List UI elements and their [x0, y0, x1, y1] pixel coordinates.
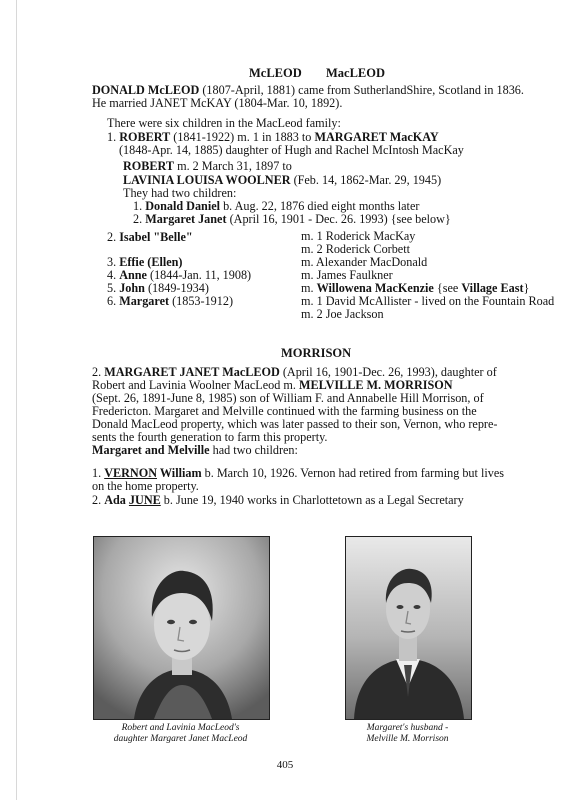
morrison-num: 2.	[92, 365, 105, 379]
marriage-effie: m. Alexander MacDonald	[301, 255, 428, 269]
morrison-line-5: Donald MacLeod property, which was later passed to their son, Vernon, who repre-	[92, 417, 498, 431]
sibling-num: 2.	[107, 230, 120, 244]
child-margaret-janet	[133, 212, 451, 226]
child-1-text: b. Aug. 22, 1876 died eight months later	[220, 199, 420, 213]
sibling-name: Isabel "Belle"	[119, 230, 193, 244]
portrait-melville-image	[346, 537, 471, 719]
morrison-line-4: Fredericton. Margaret and Melville continued with the farming business on the	[92, 404, 477, 418]
sibling-name: Effie (Ellen)	[119, 255, 183, 269]
lavinia-dates: (Feb. 14, 1862-Mar. 29, 1945)	[290, 173, 442, 187]
intro-text-2b: JANET McKAY (1804-Mar. 10, 1892).	[150, 96, 343, 110]
child-1-name: Donald Daniel	[145, 199, 221, 213]
robert-m2-text: m. 2 March 31, 1897 to	[174, 159, 292, 173]
sibling-john	[107, 281, 209, 295]
morrison-line-6: sents the fourth generation to farm this property.	[92, 430, 328, 444]
robert-marriage-2	[123, 159, 292, 173]
sibling-rest: (1844-Jan. 11, 1908)	[146, 268, 252, 282]
donald-name: DONALD McLEOD	[92, 83, 200, 97]
child-2-text: (April 16, 1901 - Dec. 26. 1993) {see below}	[226, 212, 451, 226]
sibling-isabel	[107, 230, 193, 244]
sibling-num: 5.	[107, 281, 120, 295]
intro-line-1	[92, 83, 524, 97]
melville-name: MELVILLE M. MORRISON	[298, 378, 453, 392]
sibling-margaret	[107, 294, 233, 308]
sibling-rest: (1853-1912)	[169, 294, 234, 308]
morrison-line-7	[92, 443, 298, 457]
vernon-line	[92, 466, 504, 480]
morrison-line-3: (Sept. 26, 1891-June 8, 1985) son of William F. and Annabelle Hill Morrison, of	[92, 391, 484, 405]
portrait-margaret-image	[94, 537, 269, 719]
caption-left-1: Robert and Lavinia MacLeod's	[121, 723, 240, 733]
sibling-num: 6.	[107, 294, 120, 308]
sibling-name: Anne	[119, 268, 147, 282]
child-2-num: 2.	[133, 212, 146, 226]
willowena-see: {see	[433, 281, 462, 295]
robert-spouse-1: MARGARET MacKAY	[314, 130, 439, 144]
willowena-close: }	[523, 281, 530, 295]
margaret-janet-name: MARGARET JANET MacLEOD	[104, 365, 280, 379]
willowena-name: Willowena MacKenzie	[316, 281, 434, 295]
ada-num: 2.	[92, 493, 105, 507]
margaret-melville-bold: Margaret and Melville	[92, 443, 210, 457]
june-name: JUNE	[128, 493, 161, 507]
sibling-effie	[107, 255, 182, 269]
morrison-line-1	[92, 365, 497, 379]
vernon-num: 1.	[92, 466, 105, 480]
vernon-middle: William	[157, 466, 202, 480]
caption-right-2: Melville M. Morrison	[366, 734, 449, 744]
vernon-text: b. March 10, 1926. Vernon had retired from farming but lives	[201, 466, 504, 480]
sibling-anne	[107, 268, 251, 282]
marriage-isabel-1: m. 1 Roderick MacKay	[301, 229, 416, 243]
ada-text: b. June 19, 1940 works in Charlottetown as a Legal Secretary	[160, 493, 464, 507]
morrison-text-1: (April 16, 1901-Dec. 26, 1993), daughter of	[279, 365, 497, 379]
sibling-name: John	[119, 281, 145, 295]
sibling-rest: (1849-1934)	[144, 281, 209, 295]
robert-text: (1841-1922) m. 1 in 1883 to	[170, 130, 315, 144]
header-mcleod: McLEOD	[249, 66, 302, 80]
robert-line-2: (1848-Apr. 14, 1885) daughter of Hugh and Rachel McIntosh MacKay	[119, 143, 464, 157]
page-number: 405	[276, 759, 294, 771]
willowena-prefix: m.	[301, 281, 317, 295]
lavinia-line	[123, 173, 441, 187]
child-2-name: Margaret Janet	[145, 212, 227, 226]
vernon-line-2: on the home property.	[92, 479, 199, 493]
child-donald-daniel	[133, 199, 419, 213]
robert-name-2: ROBERT	[123, 159, 175, 173]
intro-line-2	[92, 96, 342, 110]
marriage-isabel-2: m. 2 Roderick Corbett	[301, 242, 410, 256]
sibling-num: 3.	[107, 255, 120, 269]
sibling-num: 4.	[107, 268, 120, 282]
child-1-num: 1.	[133, 199, 146, 213]
marriage-margaret-1: m. 1 David McAllister - lived on the Fountain Road	[301, 294, 555, 308]
ada-line	[92, 493, 464, 507]
sibling-name: Margaret	[119, 294, 170, 308]
robert-name: ROBERT	[119, 130, 171, 144]
village-east-ref: Village East	[461, 281, 524, 295]
portrait-photo-melville	[345, 536, 472, 720]
header-macleod: MacLEOD	[326, 66, 386, 80]
morrison-text-2: Robert and Lavinia Woolner MacLeod m.	[92, 378, 299, 392]
robert-line-1	[107, 130, 439, 144]
marriage-anne: m. James Faulkner	[301, 268, 393, 282]
intro-text-2a: He married	[92, 96, 151, 110]
page-edge-line	[16, 0, 17, 800]
vernon-name: VERNON	[104, 466, 158, 480]
marriage-john	[301, 281, 529, 295]
robert-num: 1.	[107, 130, 120, 144]
marriage-margaret-2: m. 2 Joe Jackson	[301, 307, 384, 321]
portrait-photo-margaret	[93, 536, 270, 720]
morrison-text-7: had two children:	[209, 443, 298, 457]
caption-left-2: daughter Margaret Janet MacLeod	[113, 734, 248, 744]
children-intro: There were six children in the MacLeod family:	[107, 116, 341, 130]
caption-right-1: Margaret's husband -	[366, 723, 449, 733]
morrison-heading: MORRISON	[281, 346, 352, 360]
lavinia-name: LAVINIA LOUISA WOOLNER	[123, 173, 291, 187]
two-children-line: They had two children:	[123, 186, 237, 200]
ada-name: Ada	[104, 493, 129, 507]
morrison-line-2	[92, 378, 453, 392]
intro-text-1: (1807-April, 1881) came from SutherlandShire, Scotland in 1836.	[199, 83, 524, 97]
